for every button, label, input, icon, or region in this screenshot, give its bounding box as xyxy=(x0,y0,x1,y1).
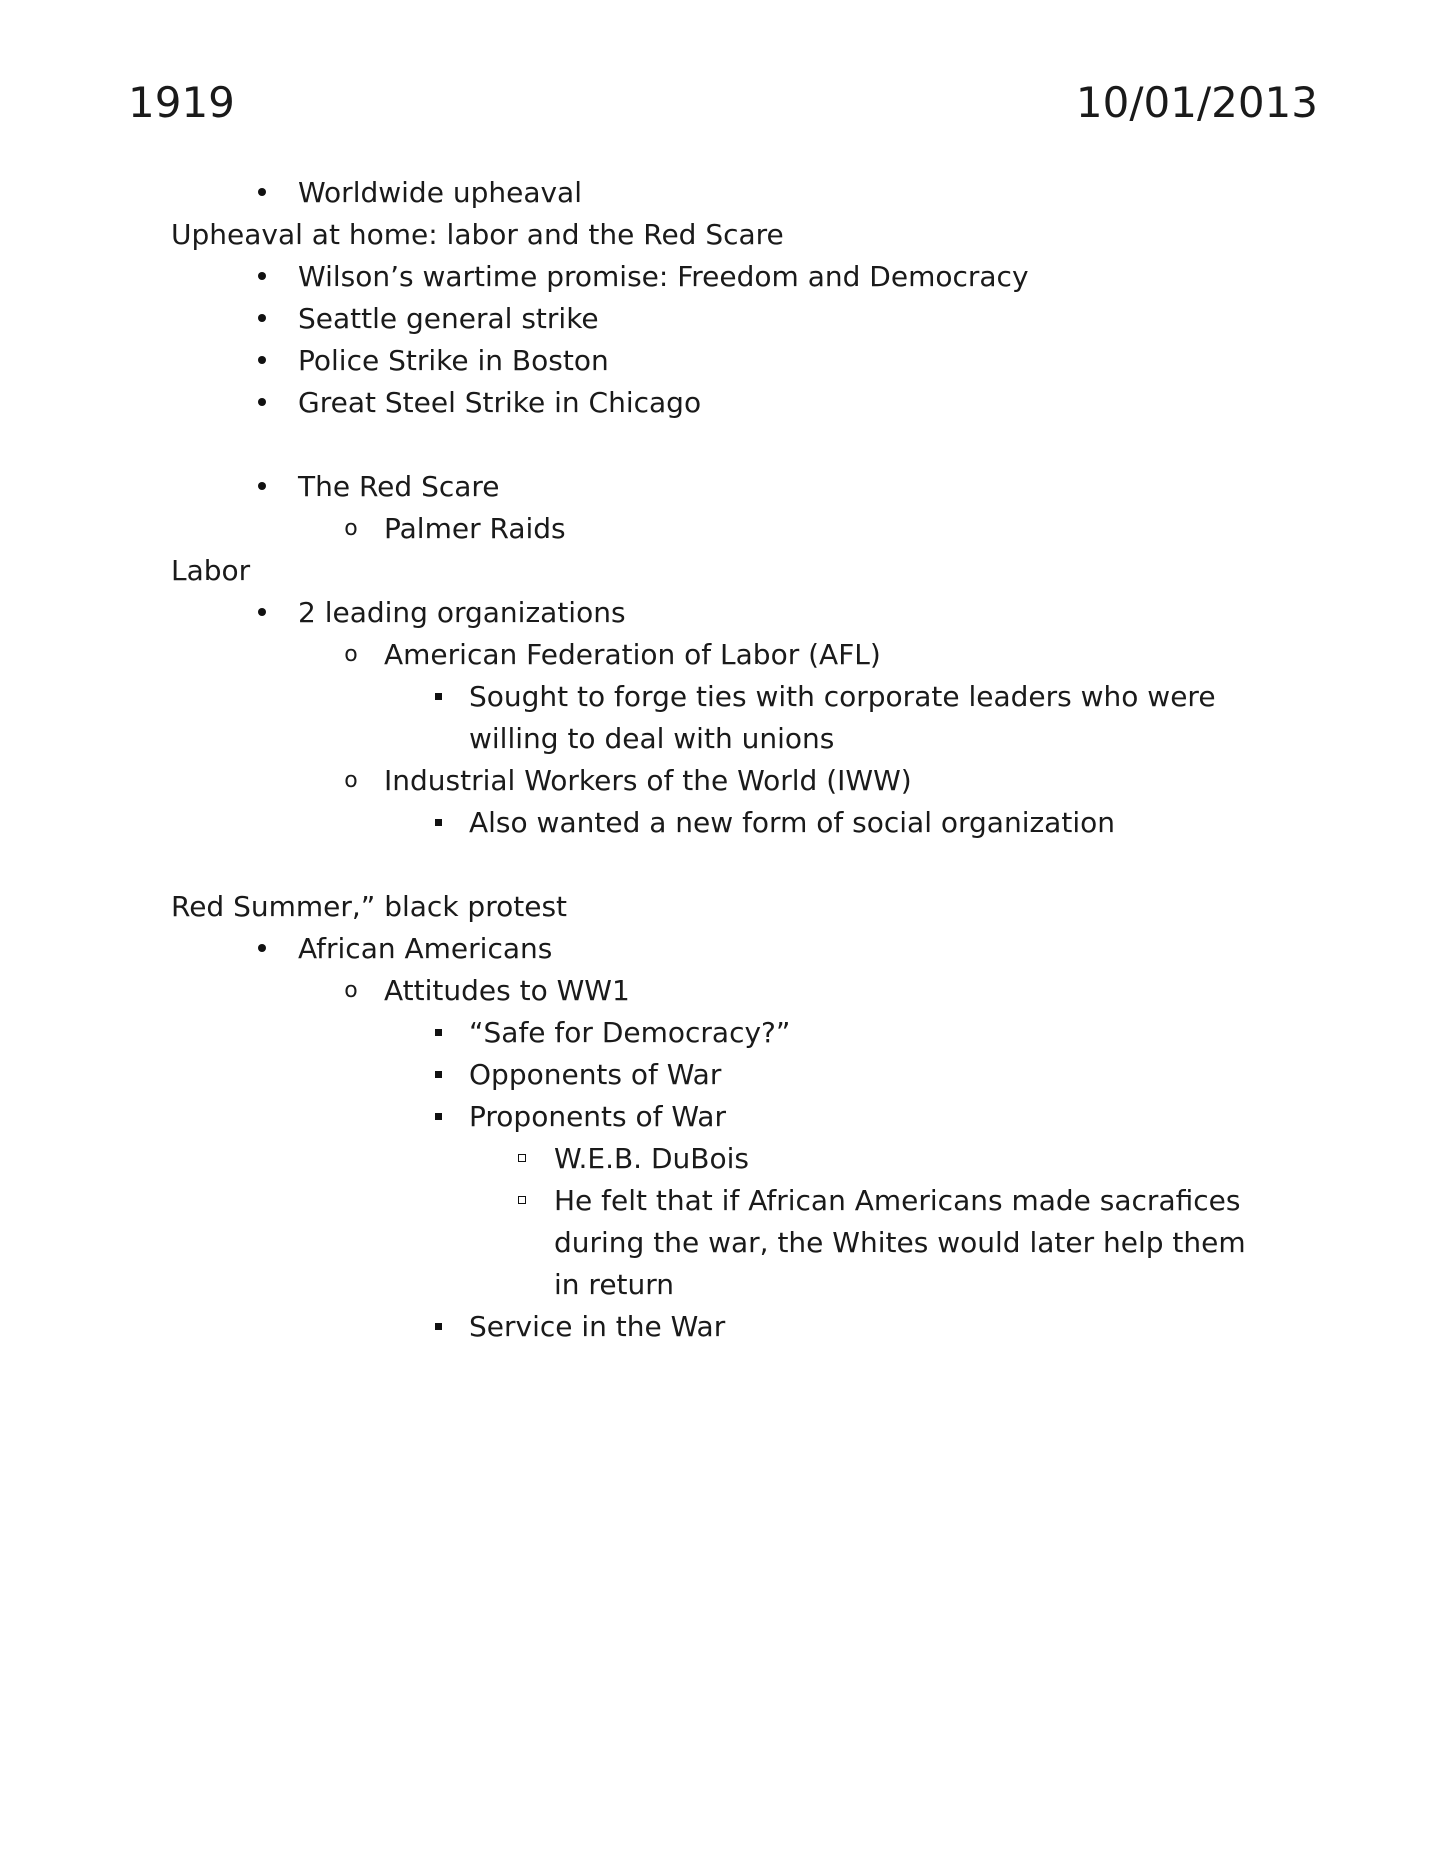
bullet-hollow-square-icon xyxy=(512,1180,532,1222)
section-heading: Labor xyxy=(171,554,251,587)
bullet-square-icon xyxy=(428,802,448,844)
bullet-dot-icon xyxy=(252,382,272,424)
bullet-dot-icon xyxy=(252,928,272,970)
list-item-continuation: willing to deal with unions xyxy=(469,722,835,755)
blank-line xyxy=(0,424,1456,466)
bullet-hollow-square-icon xyxy=(512,1138,532,1180)
list-item: Great Steel Strike in Chicago xyxy=(0,382,1456,424)
list-item: Worldwide upheaval xyxy=(0,172,1456,214)
list-item: “Safe for Democracy?” xyxy=(0,1012,1456,1054)
list-item: Service in the War xyxy=(0,1306,1456,1348)
list-item: Seattle general strike xyxy=(0,298,1456,340)
bullet-dot-icon xyxy=(252,592,272,634)
list-item-continuation: in return xyxy=(554,1268,675,1301)
blank-line xyxy=(0,844,1456,886)
list-item: He felt that if African Americans made sacrafices xyxy=(0,1180,1456,1222)
bullet-square-icon xyxy=(428,1096,448,1138)
bullet-square-icon xyxy=(428,1012,448,1054)
list-item: o Industrial Workers of the World (IWW) xyxy=(0,760,1456,802)
document-date: 10/01/2013 xyxy=(1075,78,1318,127)
list-item: Police Strike in Boston xyxy=(0,340,1456,382)
document-title: 1919 xyxy=(128,78,235,127)
bullet-square-icon xyxy=(428,676,448,718)
list-item: Proponents of War xyxy=(0,1096,1456,1138)
bullet-dot-icon xyxy=(252,340,272,382)
list-item: Opponents of War xyxy=(0,1054,1456,1096)
bullet-circle-icon: o xyxy=(344,768,358,793)
bullet-circle-icon: o xyxy=(344,642,358,667)
notes-body xyxy=(0,172,1456,1348)
list-item: African Americans xyxy=(0,928,1456,970)
bullet-dot-icon xyxy=(252,298,272,340)
bullet-square-icon xyxy=(428,1054,448,1096)
bullet-dot-icon xyxy=(252,466,272,508)
bullet-square-icon xyxy=(428,1306,448,1348)
list-item: o Attitudes to WW1 xyxy=(0,970,1456,1012)
list-item: o Palmer Raids xyxy=(0,508,1456,550)
section-heading: Red Summer,” black protest xyxy=(171,890,568,923)
bullet-circle-icon: o xyxy=(344,978,358,1003)
list-item: Wilson’s wartime promise: Freedom and Democracy xyxy=(0,256,1456,298)
bullet-dot-icon xyxy=(252,172,272,214)
list-item: Sought to forge ties with corporate leaders who were xyxy=(0,676,1456,718)
bullet-circle-icon: o xyxy=(344,516,358,541)
section-heading: Upheaval at home: labor and the Red Scare xyxy=(171,218,784,251)
bullet-dot-icon xyxy=(252,256,272,298)
list-item: o American Federation of Labor (AFL) xyxy=(0,634,1456,676)
list-item: W.E.B. DuBois xyxy=(0,1138,1456,1180)
list-item-continuation: during the war, the Whites would later help them xyxy=(554,1226,1246,1259)
list-item: 2 leading organizations xyxy=(0,592,1456,634)
list-item: The Red Scare xyxy=(0,466,1456,508)
list-item: Also wanted a new form of social organization xyxy=(0,802,1456,844)
